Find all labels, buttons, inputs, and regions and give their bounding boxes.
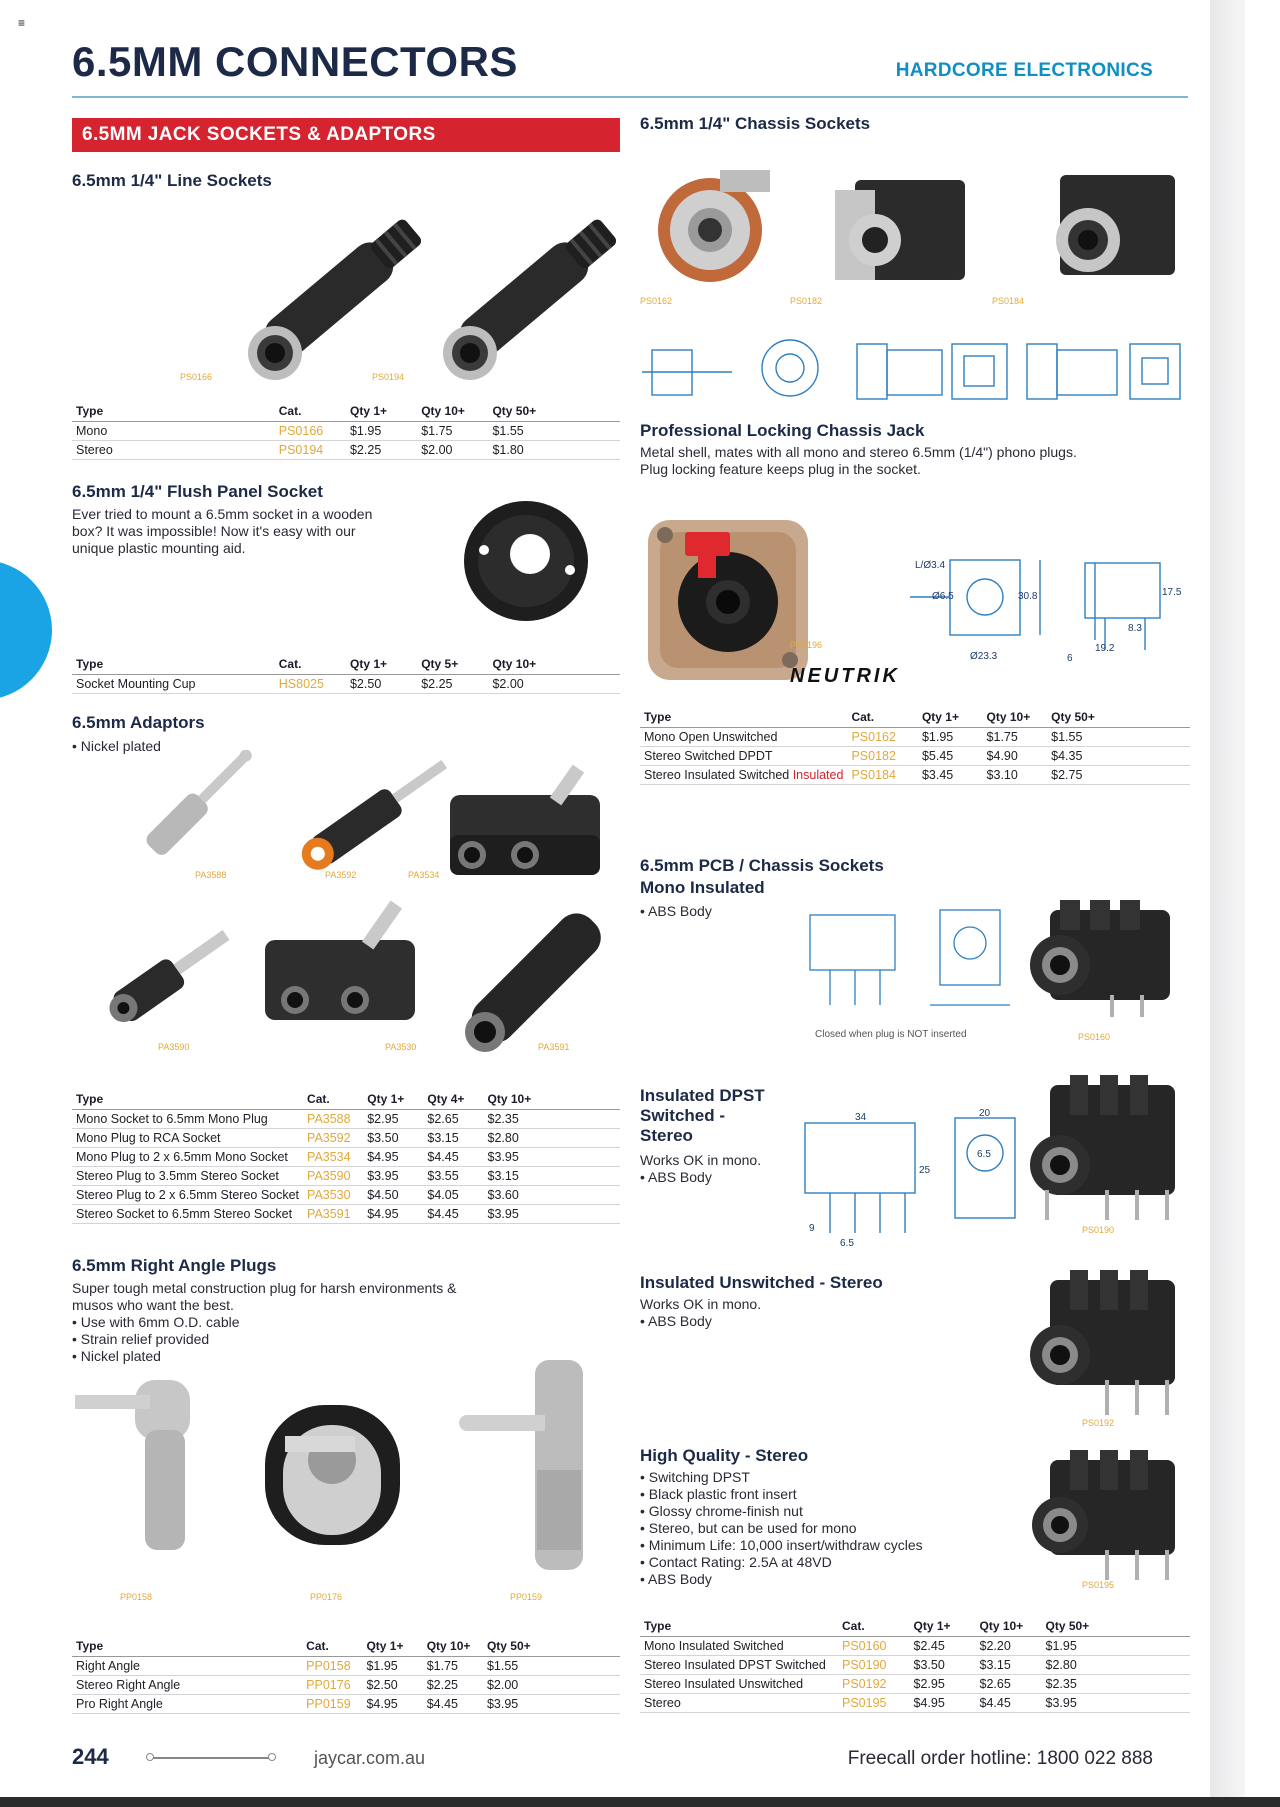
table-header-row [72, 1637, 620, 1657]
table-cell: $3.15 [976, 1656, 1042, 1675]
line-sockets-heading: 6.5mm 1/4" Line Sockets [72, 171, 272, 190]
table-row [72, 1205, 620, 1224]
text-line: • Stereo, but can be used for mono [640, 1520, 857, 1536]
catalogue-code-cell: PS0190 [838, 1656, 910, 1675]
chassis-sockets-image [640, 160, 1188, 305]
adaptors-image [100, 750, 620, 1060]
table-cell: $3.50 [910, 1656, 976, 1675]
table-cell: $3.15 [484, 1167, 620, 1186]
table-row [72, 1148, 620, 1167]
pcb-caption: Closed when plug is NOT inserted [815, 1029, 967, 1040]
image-code: PP0176 [310, 1592, 343, 1602]
table-cell: $1.80 [488, 441, 620, 460]
unswitched-heading: Insulated Unswitched - Stereo [640, 1273, 883, 1292]
chassis-sockets-table [640, 708, 1190, 785]
image-code: PA3588 [195, 870, 227, 880]
catalogue-code-cell: HS8025 [275, 675, 346, 694]
table-cell: $3.15 [423, 1129, 483, 1148]
table-header-cell: Qty 1+ [362, 1637, 422, 1657]
table-cell: Stereo Switched DPDT [640, 747, 847, 766]
table-cell: $1.95 [1042, 1637, 1191, 1656]
table-header-cell: Type [72, 1090, 303, 1110]
catalogue-code-cell: PA3591 [303, 1205, 363, 1224]
table-cell: $4.95 [363, 1205, 423, 1224]
table-header-cell: Qty 10+ [976, 1617, 1042, 1637]
table-header-cell: Type [72, 1637, 302, 1657]
table-row [640, 766, 1190, 785]
dpst-dimension-drawing [795, 1108, 1025, 1248]
locking-jack-description [640, 444, 1077, 478]
dim-label: L/Ø3.4 [915, 560, 946, 571]
adaptors-heading: 6.5mm Adaptors [72, 713, 205, 732]
bottom-bar [0, 1797, 1280, 1807]
table-row [72, 441, 620, 460]
catalogue-code-cell: PS0195 [838, 1694, 910, 1713]
table-cell: $1.75 [983, 728, 1048, 747]
table-cell: $4.45 [976, 1694, 1042, 1713]
catalogue-code-cell: PS0182 [847, 747, 918, 766]
dim-label: 34 [855, 1112, 867, 1123]
table-cell: $2.25 [346, 441, 417, 460]
text-line: Ever tried to mount a 6.5mm socket in a wooden [72, 506, 373, 522]
image-code: PS0190 [1082, 1225, 1115, 1235]
table-header-cell: Qty 5+ [417, 655, 488, 675]
chassis-sockets-heading: 6.5mm 1/4" Chassis Sockets [640, 114, 871, 133]
table-header-row [72, 1090, 620, 1110]
insulated-note: Insulated [792, 768, 844, 782]
table-cell: $2.80 [484, 1129, 620, 1148]
pcb-sockets-subheading: Mono Insulated [640, 878, 765, 897]
catalogue-code-cell: PA3588 [303, 1110, 363, 1129]
page-number: 244 [72, 1744, 109, 1769]
table-header-cell: Type [72, 655, 275, 675]
dim-label: 17.5 [1162, 587, 1182, 598]
high-quality-socket-image [1030, 1450, 1180, 1585]
table-cell: $2.50 [362, 1676, 422, 1695]
table-header-cell: Type [72, 402, 275, 422]
dim-label: 8.3 [1128, 623, 1142, 634]
table-header-cell: Cat. [303, 1090, 363, 1110]
dim-label: 6.5 [840, 1238, 854, 1248]
table-header-cell: Cat. [847, 708, 918, 728]
table-row [72, 1676, 620, 1695]
locking-jack-dimension-drawing [890, 555, 1190, 670]
text-line: • ABS Body [640, 903, 712, 919]
footer-dot [146, 1753, 154, 1761]
locking-jack-image [640, 510, 825, 685]
catalogue-code-cell: PP0158 [302, 1657, 362, 1676]
table-cell: Stereo [640, 1694, 838, 1713]
neutrik-logo: NEUTRIK [790, 665, 900, 687]
catalogue-code-cell: PS0160 [838, 1637, 910, 1656]
high-quality-bullets [640, 1469, 923, 1588]
table-cell: $4.95 [910, 1694, 976, 1713]
text-line: unique plastic mounting aid. [72, 540, 246, 556]
table-cell: $4.95 [363, 1148, 423, 1167]
image-code: PS0166 [180, 372, 213, 382]
section-tab-marker [0, 560, 52, 700]
text-line: Works OK in mono. [640, 1152, 762, 1168]
table-row [72, 1167, 620, 1186]
image-code: PA3590 [158, 1042, 190, 1052]
pcb-sockets-table [640, 1617, 1190, 1713]
dim-label: Ø6.5 [932, 591, 954, 602]
table-cell: Mono Open Unswitched [640, 728, 847, 747]
table-cell: $3.55 [423, 1167, 483, 1186]
catalogue-code-cell: PA3530 [303, 1186, 363, 1205]
table-header-cell: Type [640, 708, 847, 728]
table-row [72, 1110, 620, 1129]
table-header-cell: Qty 1+ [346, 655, 417, 675]
right-angle-plugs-image [75, 1350, 620, 1590]
table-cell: $5.45 [918, 747, 983, 766]
flush-panel-table [72, 655, 620, 694]
pcb-sockets-heading: 6.5mm PCB / Chassis Sockets [640, 856, 884, 875]
table-cell: $3.45 [918, 766, 983, 785]
table-cell: $2.25 [417, 675, 488, 694]
image-code: PP0158 [120, 1592, 153, 1602]
pcb-mono-dimension-drawing [800, 905, 1010, 1025]
image-code: PS0162 [640, 296, 673, 306]
table-cell: Socket Mounting Cup [72, 675, 275, 694]
table-cell: $2.50 [346, 675, 417, 694]
table-cell: $2.00 [417, 441, 488, 460]
table-header-cell: Qty 50+ [483, 1637, 620, 1657]
unswitched-description [640, 1296, 761, 1330]
brand-label: HARDCORE ELECTRONICS [895, 60, 1153, 81]
table-cell: $3.60 [484, 1186, 620, 1205]
table-cell: $2.00 [488, 675, 620, 694]
text-line: • Minimum Life: 10,000 insert/withdraw cycles [640, 1537, 923, 1553]
table-header-cell: Qty 1+ [346, 402, 417, 422]
text-line: box? It was impossible! Now it's easy with our [72, 523, 356, 539]
dim-label: 20 [979, 1108, 991, 1119]
table-cell: $4.90 [983, 747, 1048, 766]
table-cell: $1.95 [346, 422, 417, 441]
table-cell: $4.05 [423, 1186, 483, 1205]
table-header-cell: Qty 10+ [488, 655, 620, 675]
table-header-cell: Qty 1+ [918, 708, 983, 728]
table-cell: Mono Plug to RCA Socket [72, 1129, 303, 1148]
table-cell: $2.25 [423, 1676, 483, 1695]
table-header-row [640, 1617, 1190, 1637]
dpst-heading-line-2: Switched - [640, 1106, 726, 1125]
table-row [640, 728, 1190, 747]
table-cell: Mono [72, 422, 275, 441]
dpst-heading-line-1: Insulated DPST [640, 1086, 765, 1105]
high-quality-heading: High Quality - Stereo [640, 1446, 809, 1465]
right-angle-table [72, 1637, 620, 1714]
image-code: PA3592 [325, 870, 357, 880]
mounting-cup-image [460, 498, 595, 628]
table-cell: Mono Insulated Switched [640, 1637, 838, 1656]
table-cell: $3.95 [483, 1695, 620, 1714]
table-cell: $2.20 [976, 1637, 1042, 1656]
table-row [640, 1675, 1190, 1694]
table-cell: $3.10 [983, 766, 1048, 785]
table-cell: $1.55 [483, 1657, 620, 1676]
footer-dot [268, 1753, 276, 1761]
table-cell: Stereo Insulated Unswitched [640, 1675, 838, 1694]
table-header-cell: Qty 4+ [423, 1090, 483, 1110]
table-header-cell: Qty 50+ [488, 402, 620, 422]
text-line: • ABS Body [640, 1169, 712, 1185]
table-header-cell: Qty 1+ [363, 1090, 423, 1110]
table-cell: $4.95 [362, 1695, 422, 1714]
table-header-cell: Cat. [275, 402, 346, 422]
table-cell: Mono Plug to 2 x 6.5mm Mono Socket [72, 1148, 303, 1167]
catalogue-code-cell: PS0192 [838, 1675, 910, 1694]
catalogue-code-cell: PA3590 [303, 1167, 363, 1186]
table-cell: $4.45 [423, 1205, 483, 1224]
table-header-cell: Qty 10+ [484, 1090, 620, 1110]
text-line: • ABS Body [640, 1571, 712, 1587]
table-header-cell: Cat. [838, 1617, 910, 1637]
table-header-cell: Qty 10+ [423, 1637, 483, 1657]
table-header-row [640, 708, 1190, 728]
page-edge-shadow [1210, 0, 1245, 1807]
table-cell: $2.95 [363, 1110, 423, 1129]
section-banner: 6.5MM JACK SOCKETS & ADAPTORS [72, 118, 620, 152]
text-line: Plug locking feature keeps plug in the socket. [640, 461, 921, 477]
table-cell: Stereo Right Angle [72, 1676, 302, 1695]
table-cell: $4.45 [423, 1695, 483, 1714]
text-line: Super tough metal construction plug for harsh environments & [72, 1280, 457, 1296]
table-cell: $2.35 [1042, 1675, 1191, 1694]
table-cell: $2.35 [484, 1110, 620, 1129]
table-cell: Stereo Plug to 2 x 6.5mm Stereo Socket [72, 1186, 303, 1205]
image-code: PP0159 [510, 1592, 543, 1602]
text-line: • Black plastic front insert [640, 1486, 797, 1502]
text-line: • Nickel plated [72, 1348, 161, 1364]
image-code: PA3530 [385, 1042, 417, 1052]
catalogue-code-cell: PS0194 [275, 441, 346, 460]
table-cell: $1.55 [1047, 728, 1190, 747]
image-code: PA3591 [538, 1042, 570, 1052]
dpst-socket-image [1030, 1075, 1180, 1235]
image-code: PS0194 [372, 372, 405, 382]
dim-label: 19.2 [1095, 643, 1115, 654]
table-cell: $1.75 [417, 422, 488, 441]
table-header-cell: Cat. [302, 1637, 362, 1657]
right-angle-heading: 6.5mm Right Angle Plugs [72, 1256, 277, 1275]
table-cell: $1.55 [488, 422, 620, 441]
table-cell: $3.95 [1042, 1694, 1191, 1713]
table-header-cell: Type [640, 1617, 838, 1637]
table-cell: $2.80 [1042, 1656, 1191, 1675]
table-cell: Stereo Insulated DPST Switched [640, 1656, 838, 1675]
table-cell: Stereo Plug to 3.5mm Stereo Socket [72, 1167, 303, 1186]
table-row [72, 422, 620, 441]
table-row [72, 675, 620, 694]
page-title: 6.5MM CONNECTORS [72, 38, 518, 85]
table-cell: $2.95 [910, 1675, 976, 1694]
image-code: PS0160 [1078, 1032, 1111, 1042]
image-code: PS0192 [1082, 1418, 1115, 1428]
unswitched-socket-image [1030, 1270, 1180, 1425]
table-cell: $2.45 [910, 1637, 976, 1656]
header-rule [72, 96, 1188, 98]
table-header-cell: Qty 50+ [1042, 1617, 1191, 1637]
image-code: PA3534 [408, 870, 440, 880]
table-cell: $1.95 [362, 1657, 422, 1676]
line-sockets-table [72, 402, 620, 460]
dpst-description [640, 1152, 761, 1186]
table-header-row [72, 402, 620, 422]
table-row [640, 1637, 1190, 1656]
text-line: Works OK in mono. [640, 1296, 762, 1312]
table-row [72, 1657, 620, 1676]
table-header-cell: Qty 1+ [910, 1617, 976, 1637]
text-line: • Nickel plated [72, 738, 161, 754]
table-cell: $3.95 [363, 1167, 423, 1186]
table-row [72, 1186, 620, 1205]
menu-icon[interactable]: ≡ [18, 16, 26, 30]
dim-label: 9 [809, 1223, 815, 1234]
catalogue-code-cell: PP0159 [302, 1695, 362, 1714]
table-cell: $4.35 [1047, 747, 1190, 766]
table-header-cell: Cat. [275, 655, 346, 675]
adaptors-table [72, 1090, 620, 1224]
text-line: • Glossy chrome-finish nut [640, 1503, 803, 1519]
pcb-sockets-bullets [640, 903, 712, 920]
table-row [72, 1695, 620, 1714]
catalogue-code-cell: PS0162 [847, 728, 918, 747]
chassis-dimension-drawings [642, 330, 1187, 408]
image-code: PS0196 [790, 640, 823, 650]
dpst-heading-line-3: Stereo [640, 1126, 693, 1145]
dim-label: 25 [919, 1165, 931, 1176]
text-line: • Switching DPST [640, 1469, 750, 1485]
table-row [640, 1656, 1190, 1675]
table-cell: $2.00 [483, 1676, 620, 1695]
table-row [640, 1694, 1190, 1713]
table-cell: $3.95 [484, 1148, 620, 1167]
table-header-cell: Qty 10+ [983, 708, 1048, 728]
image-code: PS0184 [992, 296, 1025, 306]
footer-divider [150, 1757, 272, 1759]
table-row [640, 747, 1190, 766]
flush-panel-heading: 6.5mm 1/4" Flush Panel Socket [72, 482, 323, 501]
catalogue-code-cell: PA3534 [303, 1148, 363, 1167]
table-cell: $2.65 [976, 1675, 1042, 1694]
table-cell: $1.75 [423, 1657, 483, 1676]
table-cell: Stereo Socket to 6.5mm Stereo Socket [72, 1205, 303, 1224]
pcb-mono-socket-image [1030, 895, 1180, 1020]
table-cell: $2.65 [423, 1110, 483, 1129]
table-cell: Right Angle [72, 1657, 302, 1676]
footer-hotline: Freecall order hotline: 1800 022 888 [847, 1748, 1153, 1769]
table-cell: Mono Socket to 6.5mm Mono Plug [72, 1110, 303, 1129]
table-row [72, 1129, 620, 1148]
text-line: • Use with 6mm O.D. cable [72, 1314, 240, 1330]
locking-jack-heading: Professional Locking Chassis Jack [640, 421, 925, 440]
table-cell: $1.95 [918, 728, 983, 747]
catalogue-code-cell: PS0184 [847, 766, 918, 785]
dim-label: Ø23.3 [970, 651, 998, 662]
table-header-row [72, 655, 620, 675]
dim-label: 6 [1067, 653, 1073, 664]
text-line: • ABS Body [640, 1313, 712, 1329]
table-cell: $3.50 [363, 1129, 423, 1148]
catalogue-code-cell: PA3592 [303, 1129, 363, 1148]
image-code: PS0195 [1082, 1580, 1115, 1590]
image-code: PS0182 [790, 296, 823, 306]
text-line: Metal shell, mates with all mono and stereo 6.5mm (1/4") phono plugs. [640, 444, 1077, 460]
text-line: • Strain relief provided [72, 1331, 210, 1347]
table-cell: $2.75 [1047, 766, 1190, 785]
footer-url-link[interactable]: jaycar.com.au [314, 1748, 426, 1768]
table-cell: $4.45 [423, 1148, 483, 1167]
catalogue-code-cell: PS0166 [275, 422, 346, 441]
dim-label: 6.5 [977, 1149, 991, 1160]
table-cell: Pro Right Angle [72, 1695, 302, 1714]
table-cell: $4.50 [363, 1186, 423, 1205]
catalogue-code-cell: PP0176 [302, 1676, 362, 1695]
flush-panel-description [72, 506, 372, 557]
dim-label: 30.8 [1018, 591, 1038, 602]
text-line: musos who want the best. [72, 1297, 234, 1313]
table-header-cell: Qty 10+ [417, 402, 488, 422]
text-line: • Contact Rating: 2.5A at 48VD [640, 1554, 832, 1570]
line-sockets-image [225, 195, 625, 385]
table-header-cell: Qty 50+ [1047, 708, 1190, 728]
table-cell: Stereo [72, 441, 275, 460]
table-cell: $3.95 [484, 1205, 620, 1224]
table-cell: Stereo Insulated Switched Insulated [640, 766, 847, 785]
